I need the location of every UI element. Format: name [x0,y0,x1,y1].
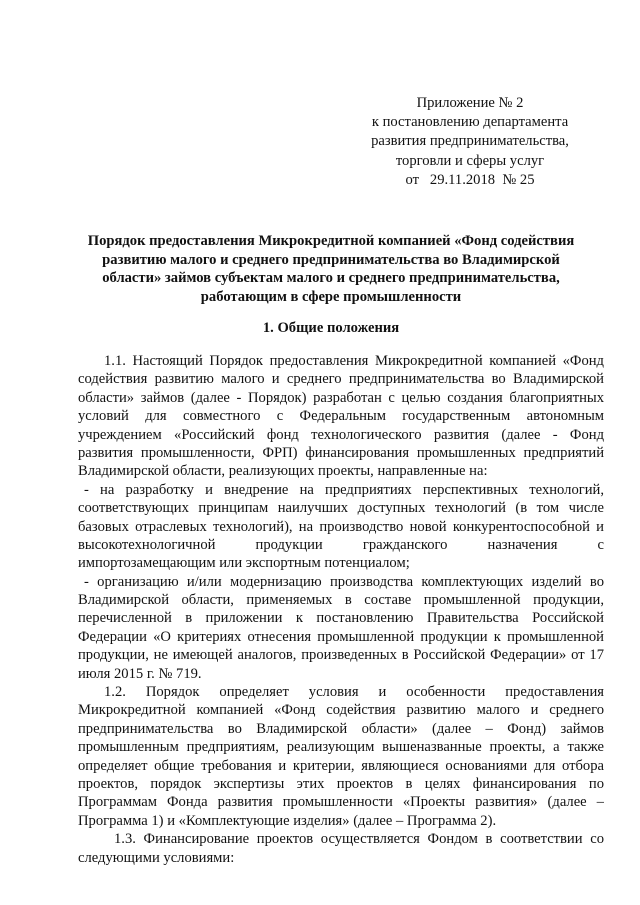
body-line: высокотехнологичной продукции гражданского назначения с [78,536,604,553]
appendix-line: Приложение № 2 [416,95,524,111]
body-line: соответствующих принципам наилучших доступных технологий (в том числе [78,500,604,517]
title-line: работающим в сфере промышленности [200,288,462,305]
appendix-line: торговли и сферы услуг [395,152,545,169]
body-line: импортозамещающим или экспортным потенциалом; [78,555,410,572]
body-line: предпринимательства во Владимирской области» (далее – Фонд) займов [78,720,604,737]
body-line: Федерации «О критериях отнесения промышленной продукции к промышленной [78,628,604,645]
appendix-line: развития предпринимательства, [371,133,569,150]
body-line: промышленным предприятиям, реализующим вышеназванные проекты, а также [78,739,604,756]
body-line: июля 2015 г. № 719. [78,665,202,682]
title-line: Порядок предоставления Микрокредитной компанией «Фонд содействия [87,233,575,249]
body-line: области» займов (далее - Порядок) разработан с целью создания благоприятных [78,389,604,406]
body-line: - организацию и/или модернизацию производства комплектующих изделий во [84,573,604,590]
body-line: 1.3. Финансирование проектов осуществляется Фондом в соответствии со [114,831,604,848]
appendix-line: от 29.11.2018 № 25 [405,171,535,188]
body-line: проектов, порядок экспертизы этих проектов в целях финансирования по [78,775,604,792]
body-line: базовых отраслевых технологий), на производство новой конкурентоспособной и [78,518,604,535]
body-line: - на разработку и внедрение на предприятиях перспективных технологий, [84,481,604,498]
body-line: следующими условиями: [78,849,235,866]
body-line: условий для совместного с Федеральным государственным автономным [78,408,604,425]
body-line: Программа 1) и «Комплектующие изделия» (далее – Программа 2). [78,812,497,829]
body-line: Программам Фонда развития промышленности «Проекты развития» (далее – [78,794,604,811]
body-line: Владимирской области, реализующих проекты, направленные на: [78,463,488,480]
title-line: развитию малого и среднего предпринимательства во Владимирской [102,251,560,268]
title-line: области» займов субъектам малого и среднего предпринимательства, [102,270,560,287]
document-body [78,352,604,867]
body-line: Владимирской области, применяемых в составе промышленной продукции, [78,592,604,609]
body-line: содействия развитию малого и среднего предпринимательства во Владимирской [78,371,604,388]
body-line: Микрокредитной компанией «Фонд содействия развитию малого и среднего [78,702,604,719]
document-title [62,232,600,306]
body-line: 1.1. Настоящий Порядок предоставления Микрокредитной компанией «Фонд [104,353,604,369]
section-heading: 1. Общие положения [262,320,400,336]
body-line: определяет общие требования и критерии, являющиеся основаниями для отбора [78,757,604,774]
appendix-line: к постановлению департамента [371,114,569,131]
appendix-block [330,94,610,190]
body-line: 1.2. Порядок определяет условия и особенности предоставления [104,684,604,701]
body-line: учреждением «Российский фонд технологического развития (далее - Фонд [78,426,604,443]
body-line: развития промышленности, ФРП) финансирования промышленных предприятий [78,444,604,461]
body-line: продукции, не имеющей аналогов, произведенных в Российской Федерации» от 17 [78,647,604,664]
body-line: перечисленной в приложении к постановлению Правительства Российской [78,610,604,627]
